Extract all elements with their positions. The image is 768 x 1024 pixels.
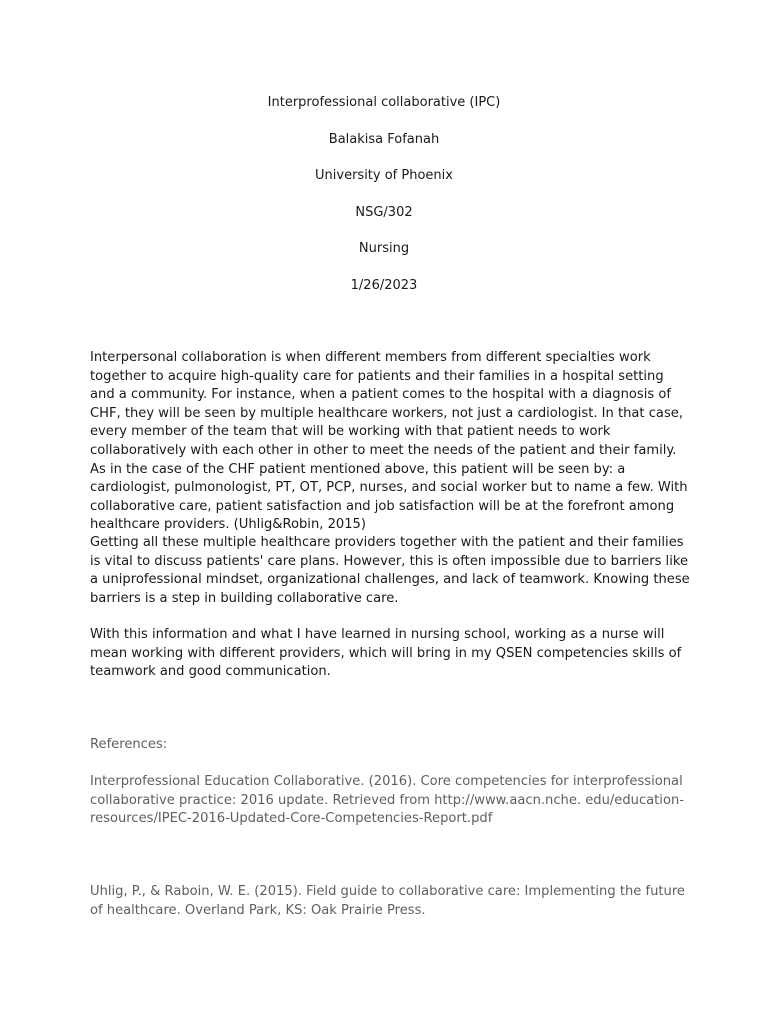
paper-title: Interprofessional collaborative (IPC) (267, 95, 501, 110)
references-heading: References: (90, 737, 168, 752)
reference-item-2: Uhlig, P., & Raboin, W. E. (2015). Field guide to collaborative care: Implementing the future of healthcare. Overland Park, KS: Oak Prairie Press. (90, 884, 685, 918)
document-date: 1/26/2023 (350, 277, 418, 293)
author-name: Balakisa Fofanah (328, 131, 440, 147)
reference-item-1: Interprofessional Education Collaborative. (2016). Core competencies for interprofessional collaborative practice: 2016 update. Retrieved from http://www.aacn.nche. edu/education-resources/IPEC-2016-Updated-Core-Competencies-Report.pdf (90, 774, 684, 827)
body-paragraph-2: Getting all these multiple healthcare providers together with the patient and their families is vital to discuss patients' care plans. However, this is often impossible due to barriers like a uniprofessional mindset, organizational challenges, and lack of teamwork. Knowing these barriers is a step in building collaborative care. (90, 535, 690, 606)
subject-name: Nursing (358, 241, 410, 257)
course-code: NSG/302 (355, 204, 413, 220)
body-paragraph-1: Interpersonal collaboration is when different members from different specialties work together to acquire high-quality care for patients and their families in a hospital setting and a community. For instance, when a patient comes to the hospital with a diagnosis of CHF, they will be seen by multiple healthcare workers, not just a cardiologist. In that case, every member of the team that will be working with that patient needs to work collaboratively with each other in other to meet the needs of the patient and their family. As in the case of the CHF patient mentioned above, this patient will be seen by: a cardiologist, pulmonologist, PT, OT, PCP, nurses, and social worker but to name a few. With collaborative care, patient satisfaction and job satisfaction will be at the forefront among healthcare providers. (Uhlig&Robin, 2015) (90, 350, 688, 533)
title-page-block (0, 94, 768, 314)
body-paragraph-3: With this information and what I have learned in nursing school, working as a nurse will mean working with different providers, which will bring in my QSEN competencies skills of teamwork and good communication. (90, 627, 682, 680)
institution-name: University of Phoenix (315, 168, 453, 184)
